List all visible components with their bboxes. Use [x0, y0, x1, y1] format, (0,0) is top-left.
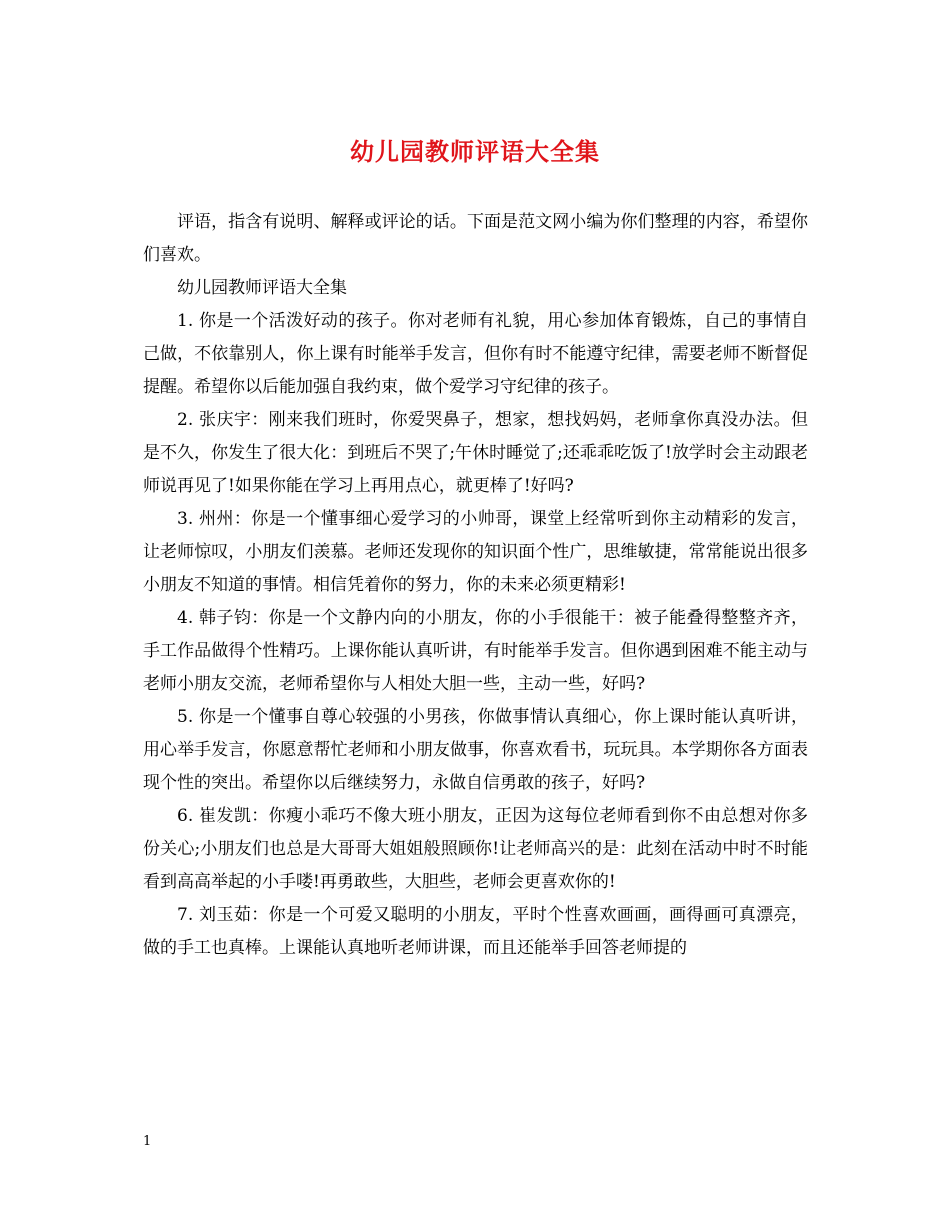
comment-paragraph-2: 2. 张庆宇：刚来我们班时，你爱哭鼻子，想家，想找妈妈，老师拿你真没办法。但是不久，你发生了很大化：到班后不哭了;午休时睡觉了;还乖乖吃饭了!放学时会主动跟老师说再见了!如果你能在学习上再用点心，就更棒了!好吗?	[143, 410, 808, 496]
section-heading: 幼儿园教师评语大全集	[177, 278, 347, 298]
comment-paragraph-3: 3. 州州：你是一个懂事细心爱学习的小帅哥，课堂上经常听到你主动精彩的发言，让老师惊叹，小朋友们羡慕。老师还发现你的知识面个性广，思维敏捷，常常能说出很多小朋友不知道的事情。相信凭着你的努力，你的未来必须更精彩!	[143, 509, 808, 595]
intro-paragraph: 评语，指含有说明、解释或评论的话。下面是范文网小编为你们整理的内容，希望你们喜欢。	[143, 212, 808, 265]
document-body	[143, 206, 808, 965]
comment-paragraph-7: 7. 刘玉茹：你是一个可爱又聪明的小朋友，平时个性喜欢画画，画得画可真漂亮，做的手工也真棒。上课能认真地听老师讲课，而且还能举手回答老师提的	[143, 905, 808, 958]
comment-paragraph-5: 5. 你是一个懂事自尊心较强的小男孩，你做事情认真细心，你上课时能认真听讲，用心举手发言，你愿意帮忙老师和小朋友做事，你喜欢看书，玩玩具。本学期你各方面表现个性的突出。希望你以后继续努力，永做自信勇敢的孩子，好吗?	[143, 707, 808, 793]
document-title: 幼儿园教师评语大全集	[350, 137, 600, 166]
page-number: 1	[143, 1134, 152, 1149]
comment-paragraph-4: 4. 韩子钧：你是一个文静内向的小朋友，你的小手很能干：被子能叠得整整齐齐，手工作品做得个性精巧。上课你能认真听讲，有时能举手发言。但你遇到困难不能主动与老师小朋友交流，老师希望你与人相处大胆一些，主动一些，好吗?	[143, 608, 808, 694]
comment-paragraph-1: 1. 你是一个活泼好动的孩子。你对老师有礼貌，用心参加体育锻炼，自己的事情自己做，不依靠别人，你上课有时能举手发言，但你有时不能遵守纪律，需要老师不断督促提醒。希望你以后能加强自我约束，做个爱学习守纪律的孩子。	[143, 311, 808, 397]
comment-paragraph-6: 6. 崔发凯：你瘦小乖巧不像大班小朋友，正因为这每位老师看到你不由总想对你多份关心;小朋友们也总是大哥哥大姐姐般照顾你!让老师高兴的是：此刻在活动中时不时能看到高高举起的小手喽!再勇敢些，大胆些，老师会更喜欢你的!	[143, 806, 808, 892]
